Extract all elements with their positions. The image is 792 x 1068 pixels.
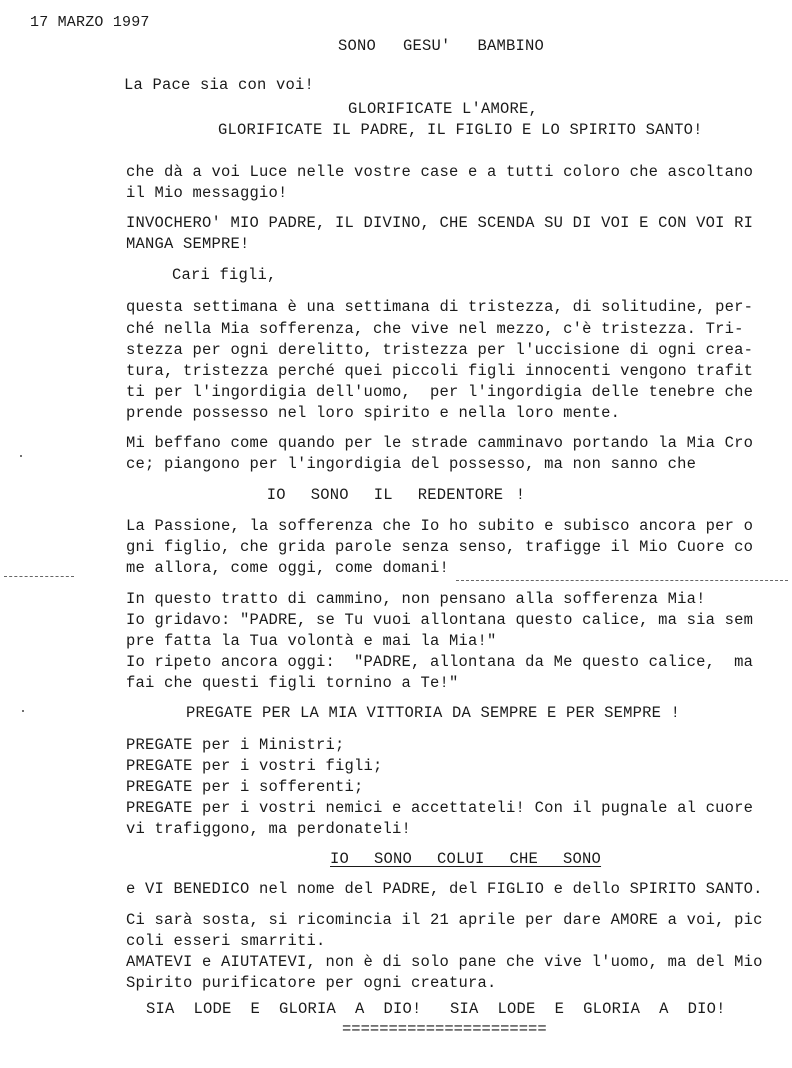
para2-line: MANGA SEMPRE! [126, 235, 250, 253]
colui-heading: IO SONO COLUI CHE SONO [330, 850, 602, 868]
para7-line: coli esseri smarriti. [126, 932, 326, 950]
glorify-line-2: GLORIFICATE IL PADRE, IL FIGLIO E LO SPIRITO SANTO! [218, 121, 703, 139]
vittoria-heading: PREGATE PER LA MIA VITTORIA DA SEMPRE E PER SEMPRE ! [186, 704, 681, 722]
para4-line: ce; piangono per l'ingordigia del possesso, ma non sanno che [126, 455, 697, 473]
pregate-line: PREGATE per i vostri figli; [126, 757, 383, 775]
para3-line: ti per l'ingordigia dell'uomo, per l'ingordigia delle tenebre che [126, 383, 754, 401]
para5-line: me allora, come oggi, come domani! [126, 559, 450, 577]
para6-line: Io gridavo: "PADRE, se Tu vuoi allontana questo calice, ma sia sem [126, 611, 754, 629]
para3-line: tura, tristezza perché quei piccoli figli innocenti vengono trafit [126, 362, 754, 380]
para2-line: INVOCHERO' MIO PADRE, IL DIVINO, CHE SCENDA SU DI VOI E CON VOI RI [126, 214, 754, 232]
margin-mark-left [4, 576, 74, 577]
benedico-line: e VI BENEDICO nel nome del PADRE, del FIGLIO e dello SPIRITO SANTO. [126, 880, 763, 898]
para5-line: La Passione, la sofferenza che Io ho subito e subisco ancora per o [126, 517, 754, 535]
pregate-line: PREGATE per i vostri nemici e accettateli! Con il pugnale al cuore [126, 799, 754, 817]
para3-line: questa settimana è una settimana di tristezza, di solitudine, per- [126, 298, 754, 316]
end-rule: ====================== [342, 1020, 547, 1038]
para6-line: fai che questi figli tornino a Te!" [126, 674, 459, 692]
greeting: La Pace sia con voi! [124, 76, 315, 94]
pregate-line: PREGATE per i Ministri; [126, 736, 345, 754]
glorify-line-1: GLORIFICATE L'AMORE, [348, 100, 539, 118]
salutation: Cari figli, [172, 266, 277, 284]
pregate-line: PREGATE per i sofferenti; [126, 778, 364, 796]
para3-line: prende possesso nel loro spirito e nella loro mente. [126, 404, 621, 422]
speck [20, 455, 22, 457]
para6-line: Io ripeto ancora oggi: "PADRE, allontana da Me questo calice, ma [126, 653, 754, 671]
para1-line: il Mio messaggio! [126, 184, 288, 202]
speck [22, 710, 24, 712]
para3-line: stezza per ogni derelitto, tristezza per l'uccisione di ogni crea- [126, 341, 754, 359]
document-title: SONO GESU' BAMBINO [338, 37, 545, 55]
para6-line: pre fatta la Tua volontà e mai la Mia!" [126, 632, 497, 650]
para3-line: ché nella Mia sofferenza, che vive nel mezzo, c'è tristezza. Tri- [126, 320, 744, 338]
para7-line: Spirito purificatore per ogni creatura. [126, 974, 497, 992]
para5-line: gni figlio, che grida parole senza senso, trafigge il Mio Cuore co [126, 538, 754, 556]
para7-line: AMATEVI e AIUTATEVI, non è di solo pane che vive l'uomo, ma del Mio [126, 953, 763, 971]
redentore-heading: IO SONO IL REDENTORE ! [266, 486, 526, 504]
document-date: 17 MARZO 1997 [30, 14, 150, 31]
pregate-line: vi trafiggono, ma perdonateli! [126, 820, 412, 838]
para1-line: che dà a voi Luce nelle vostre case e a tutti coloro che ascoltano [126, 163, 754, 181]
para6-line: In questo tratto di cammino, non pensano alla sofferenza Mia! [126, 590, 706, 608]
para4-line: Mi beffano come quando per le strade camminavo portando la Mia Cro [126, 434, 754, 452]
margin-mark-right [456, 580, 788, 581]
closing-line: SIA LODE E GLORIA A DIO! SIA LODE E GLORIA A DIO! [146, 1000, 726, 1018]
para7-line: Ci sarà sosta, si ricomincia il 21 aprile per dare AMORE a voi, pic [126, 911, 763, 929]
